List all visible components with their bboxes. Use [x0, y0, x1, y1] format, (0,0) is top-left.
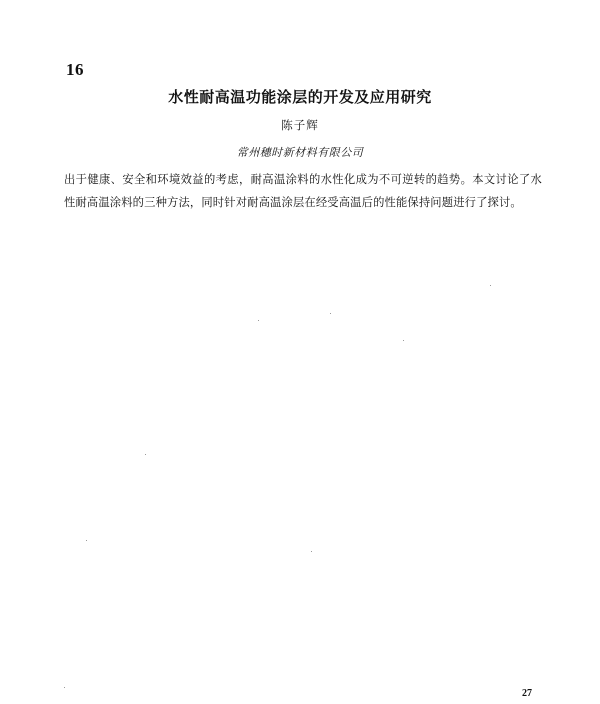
scan-speck	[258, 320, 259, 321]
paper-title: 水性耐高温功能涂层的开发及应用研究	[168, 88, 432, 106]
scan-speck	[86, 540, 87, 541]
scan-speck	[403, 340, 404, 341]
scan-speck	[145, 454, 146, 455]
scan-speck	[64, 687, 65, 688]
author-name: 陈子辉	[281, 118, 319, 132]
scan-speck	[311, 551, 312, 552]
paper-number: 16	[66, 60, 84, 79]
page-number: 27	[522, 688, 532, 699]
scan-speck	[330, 313, 331, 314]
abstract-text: 出于健康、安全和环境效益的考虑，耐高温涂料的水性化成为不可逆转的趋势。本文讨论了水性耐高温涂料的三种方法，同时针对耐高温涂层在经受高温后的性能保持问题进行了探讨。	[64, 173, 542, 209]
scan-speck	[490, 285, 491, 286]
author-affiliation: 常州穗时新材料有限公司	[236, 146, 364, 159]
